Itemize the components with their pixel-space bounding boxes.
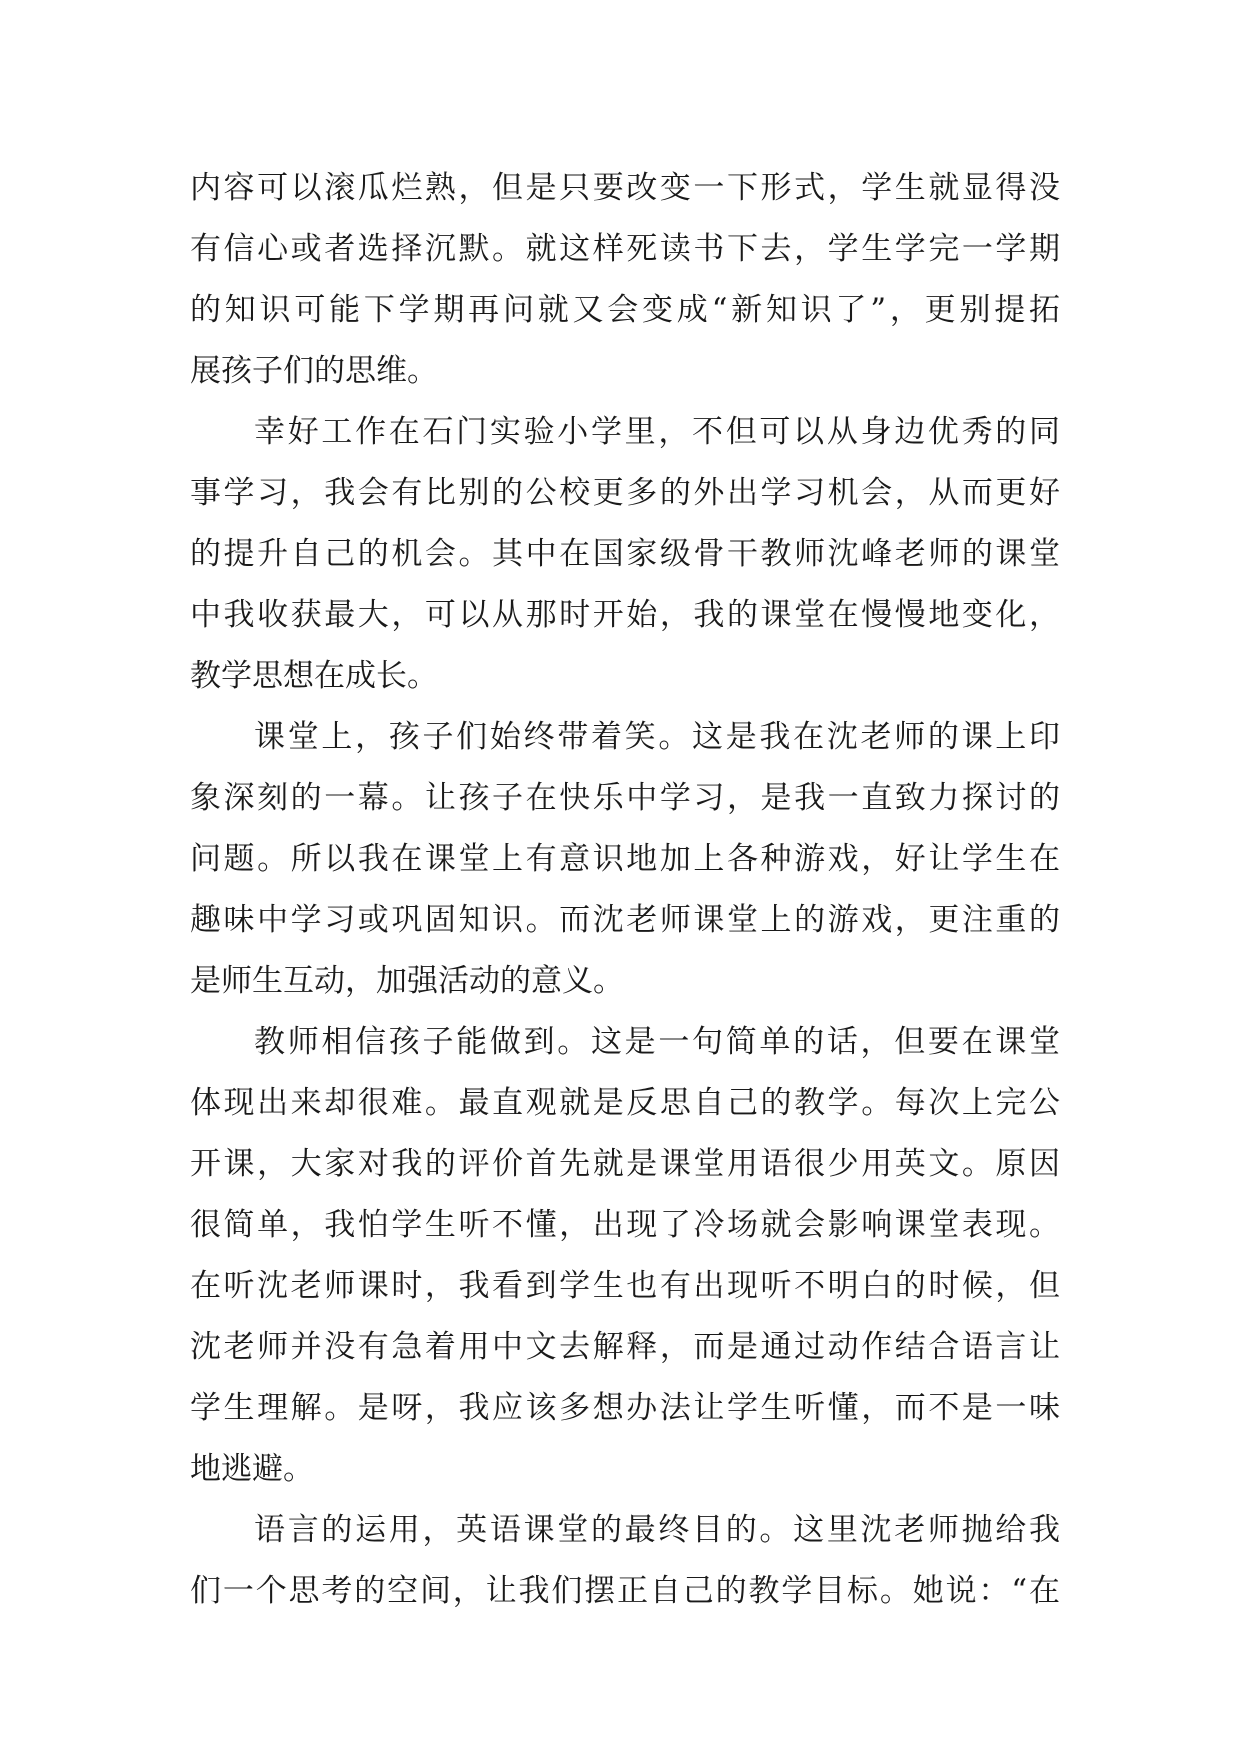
text-line: 很简单，我怕学生听不懂，出现了冷场就会影响课堂表现。 xyxy=(190,1207,1060,1243)
text-line: 地逃避。 xyxy=(190,1451,314,1487)
paragraph-first-line: 课堂上，孩子们始终带着笑。这是我在沈老师的课上印 xyxy=(254,719,1060,755)
text-line: 有信心或者选择沉默。就这样死读书下去，学生学完一学期 xyxy=(190,231,1060,267)
text-line: 展孩子们的思维。 xyxy=(190,353,438,389)
text-line: 沈老师并没有急着用中文去解释，而是通过动作结合语言让 xyxy=(190,1329,1060,1365)
text-line: 的提升自己的机会。其中在国家级骨干教师沈峰老师的课堂 xyxy=(190,536,1060,572)
document-body-text xyxy=(190,158,1060,1622)
text-line: 学生理解。是呀，我应该多想办法让学生听懂，而不是一味 xyxy=(190,1390,1060,1426)
text-line: 问题。所以我在课堂上有意识地加上各种游戏，好让学生在 xyxy=(190,841,1060,877)
text-line: 教学思想在成长。 xyxy=(190,658,438,694)
text-line: 事学习，我会有比别的公校更多的外出学习机会，从而更好 xyxy=(190,475,1060,511)
paragraph-first-line: 语言的运用，英语课堂的最终目的。这里沈老师抛给我 xyxy=(254,1512,1060,1548)
text-line: 体现出来却很难。最直观就是反思自己的教学。每次上完公 xyxy=(190,1085,1060,1121)
text-line: 在听沈老师课时，我看到学生也有出现听不明白的时候，但 xyxy=(190,1268,1060,1304)
paragraph-first-line: 幸好工作在石门实验小学里，不但可以从身边优秀的同 xyxy=(254,414,1060,450)
paragraph-first-line: 教师相信孩子能做到。这是一句简单的话，但要在课堂 xyxy=(254,1024,1060,1060)
text-line: 的知识可能下学期再问就又会变成“新知识了”，更别提拓 xyxy=(190,292,1060,328)
text-line: 内容可以滚瓜烂熟，但是只要改变一下形式，学生就显得没 xyxy=(190,170,1060,206)
text-line: 象深刻的一幕。让孩子在快乐中学习，是我一直致力探讨的 xyxy=(190,780,1060,816)
text-line: 中我收获最大，可以从那时开始，我的课堂在慢慢地变化， xyxy=(190,597,1060,633)
text-line: 们一个思考的空间，让我们摆正自己的教学目标。她说：“在 xyxy=(190,1573,1060,1609)
text-line: 开课，大家对我的评价首先就是课堂用语很少用英文。原因 xyxy=(190,1146,1060,1182)
text-line: 是师生互动，加强活动的意义。 xyxy=(190,963,624,999)
text-line: 趣味中学习或巩固知识。而沈老师课堂上的游戏，更注重的 xyxy=(190,902,1060,938)
